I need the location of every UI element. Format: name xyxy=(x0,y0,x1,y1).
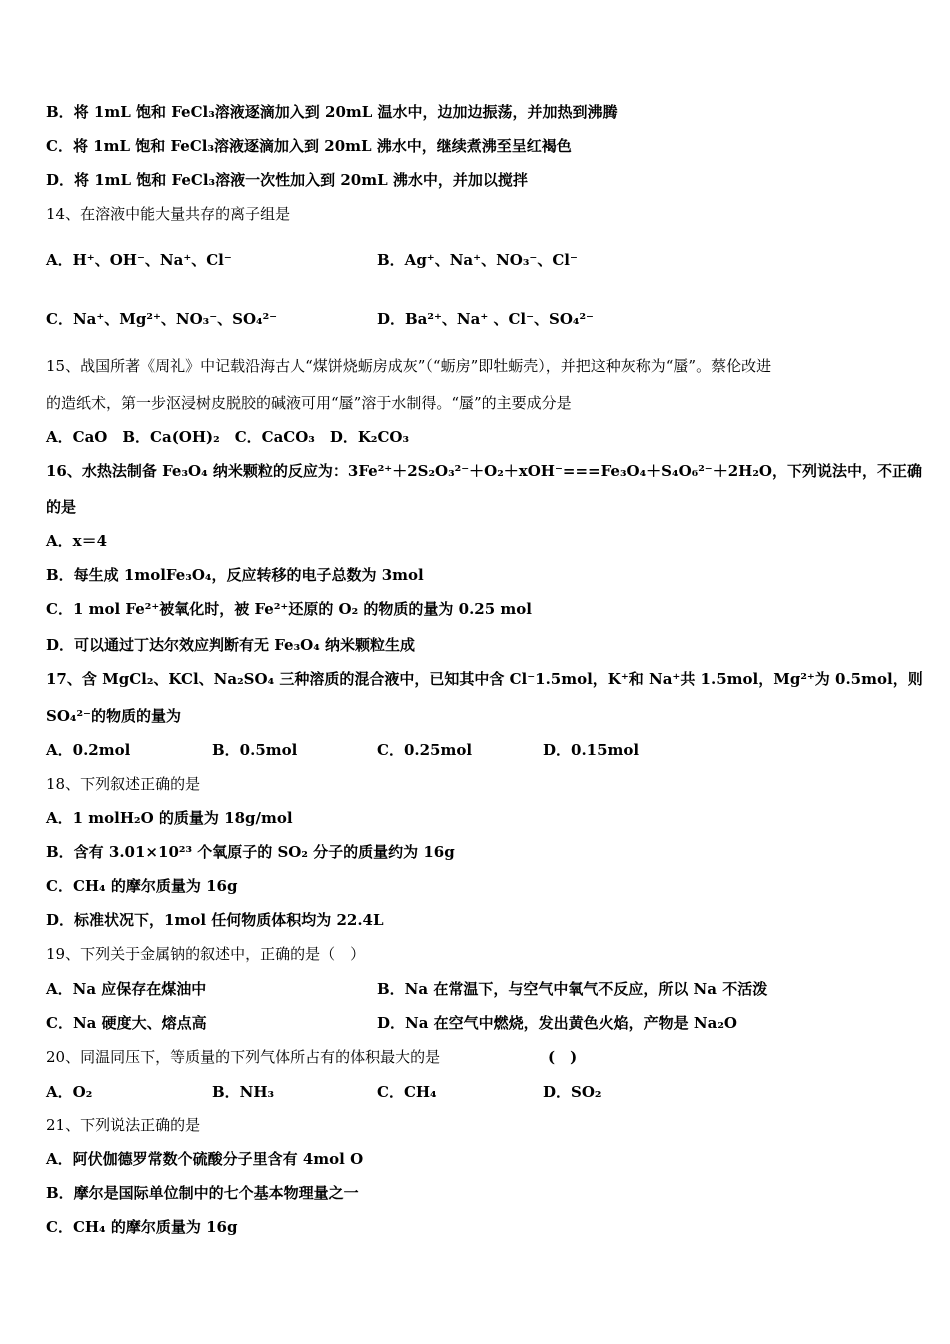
q21-stem: 21、下列说法正确的是 xyxy=(46,1116,201,1134)
q16-stem-line1: 16、水热法制备 Fe₃O₄ 纳米颗粒的反应为：3Fe²⁺＋2S₂O₃²⁻＋O₂＋xOH⁻===Fe₃O₄＋S₄O₆²⁻＋2H₂O，下列说法中，不正确 xyxy=(46,462,922,480)
q17-option-b: B．0.5mol xyxy=(212,741,298,759)
q18-option-d: D．标准状况下，1mol 任何物质体积均为 22.4L xyxy=(46,911,384,929)
q20-option-c: C．CH₄ xyxy=(377,1083,437,1101)
q20-answer-paren: ( ) xyxy=(548,1048,578,1066)
q16-option-d: D．可以通过丁达尔效应判断有无 Fe₃O₄ 纳米颗粒生成 xyxy=(46,636,416,654)
q15-stem-line2: 的造纸术，第一步沤浸树皮脱胶的碱液可用“蜃”溶于水制得。“蜃”的主要成分是 xyxy=(46,394,572,412)
q18-option-c: C．CH₄ 的摩尔质量为 16g xyxy=(46,877,238,895)
q21-option-c: C．CH₄ 的摩尔质量为 16g xyxy=(46,1218,238,1236)
q14-option-c: C．Na⁺、Mg²⁺、NO₃⁻、SO₄²⁻ xyxy=(46,310,278,328)
q21-option-a: A．阿伏伽德罗常数个硫酸分子里含有 4mol O xyxy=(46,1150,364,1168)
q18-option-a: A．1 molH₂O 的质量为 18g/mol xyxy=(46,809,293,827)
q18-option-b: B．含有 3.01×10²³ 个氧原子的 SO₂ 分子的质量约为 16g xyxy=(46,843,455,861)
q19-option-c: C．Na 硬度大、熔点高 xyxy=(46,1014,207,1032)
q20-option-d: D．SO₂ xyxy=(543,1083,602,1101)
q17-stem-line1: 17、含 MgCl₂、KCl、Na₂SO₄ 三种溶质的混合液中，已知其中含 Cl⁻1.5mol，K⁺和 Na⁺共 1.5mol，Mg²⁺为 0.5mol，则 xyxy=(46,670,923,688)
q13-option-b: B．将 1mL 饱和 FeCl₃溶液逐滴加入到 20mL 温水中，边加边振荡，并加热到沸腾 xyxy=(46,103,618,121)
q16-option-c: C．1 mol Fe²⁺被氧化时，被 Fe²⁺还原的 O₂ 的物质的量为 0.25 mol xyxy=(46,600,532,618)
q14-stem: 14、在溶液中能大量共存的离子组是 xyxy=(46,205,291,223)
q17-option-d: D．0.15mol xyxy=(543,741,640,759)
q21-option-b: B．摩尔是国际单位制中的七个基本物理量之一 xyxy=(46,1184,359,1202)
q14-option-b: B．Ag⁺、Na⁺、NO₃⁻、Cl⁻ xyxy=(377,251,578,269)
q14-option-a: A．H⁺、OH⁻、Na⁺、Cl⁻ xyxy=(46,251,232,269)
q18-stem: 18、下列叙述正确的是 xyxy=(46,775,201,793)
q20-option-a: A．O₂ xyxy=(46,1083,93,1101)
q15-options: A．CaO B．Ca(OH)₂ C．CaCO₃ D．K₂CO₃ xyxy=(46,428,410,446)
q17-option-a: A．0.2mol xyxy=(46,741,131,759)
q14-option-d: D．Ba²⁺、Na⁺ 、Cl⁻、SO₄²⁻ xyxy=(377,310,594,328)
q16-option-b: B．每生成 1molFe₃O₄，反应转移的电子总数为 3mol xyxy=(46,566,424,584)
q19-stem: 19、下列关于金属钠的叙述中，正确的是（ ） xyxy=(46,945,366,963)
q15-stem-line1: 15、战国所著《周礼》中记载沿海古人“煤饼烧蛎房成灰”（“蛎房”即牡蛎壳），并把这种灰称为“蜃”。蔡伦改进 xyxy=(46,357,772,375)
q19-option-d: D．Na 在空气中燃烧，发出黄色火焰，产物是 Na₂O xyxy=(377,1014,737,1032)
q17-stem-line2: SO₄²⁻的物质的量为 xyxy=(46,707,181,725)
q17-option-c: C．0.25mol xyxy=(377,741,473,759)
q13-option-d: D．将 1mL 饱和 FeCl₃溶液一次性加入到 20mL 沸水中，并加以搅拌 xyxy=(46,171,528,189)
q19-option-b: B．Na 在常温下，与空气中氧气不反应，所以 Na 不活泼 xyxy=(377,980,768,998)
q20-stem: 20、同温同压下，等质量的下列气体所占有的体积最大的是 xyxy=(46,1048,441,1066)
q13-option-c: C．将 1mL 饱和 FeCl₃溶液逐滴加入到 20mL 沸水中，继续煮沸至呈红褐色 xyxy=(46,137,572,155)
q19-option-a: A．Na 应保存在煤油中 xyxy=(46,980,207,998)
q20-option-b: B．NH₃ xyxy=(212,1083,275,1101)
q16-option-a: A．x＝4 xyxy=(46,532,108,550)
q16-stem-line2: 的是 xyxy=(46,498,77,516)
